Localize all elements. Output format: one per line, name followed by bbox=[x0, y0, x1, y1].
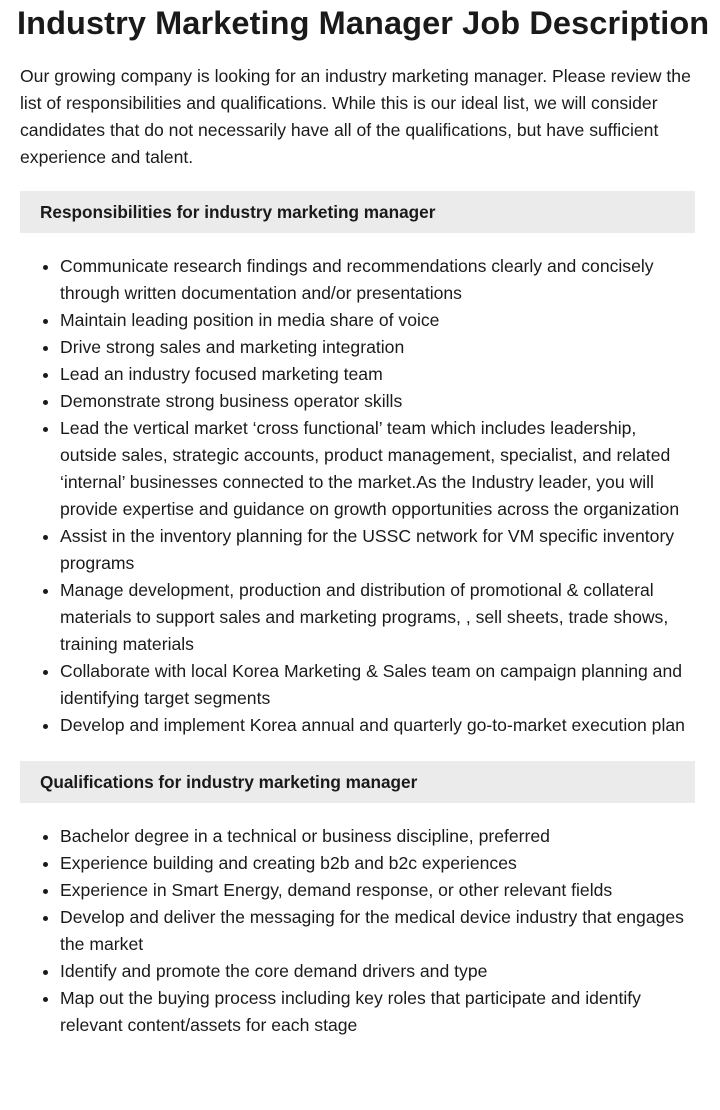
qualifications-heading: Qualifications for industry marketing manager bbox=[20, 761, 695, 803]
list-item: • Map out the buying process including key roles that participate and identify relevant content/assets for each stage bbox=[60, 985, 695, 1039]
qualifications-list bbox=[20, 823, 695, 1039]
list-item: • Bachelor degree in a technical or business discipline, preferred bbox=[60, 823, 695, 850]
list-item: • Communicate research findings and recommendations clearly and concisely through written documentation and/or presentations bbox=[60, 253, 695, 307]
list-item: • Identify and promote the core demand drivers and type bbox=[60, 958, 695, 985]
list-item: • Lead the vertical market ‘cross functional’ team which includes leadership, outside sales, strategic accounts, product management, specialist, and related ‘internal’ businesses connected to the market.As the Industry leader, you will provide expertise and guidance on growth opportunities across the organization bbox=[60, 415, 695, 523]
list-item: • Maintain leading position in media share of voice bbox=[60, 307, 695, 334]
list-item: • Experience in Smart Energy, demand response, or other relevant fields bbox=[60, 877, 695, 904]
responsibilities-heading: Responsibilities for industry marketing manager bbox=[20, 191, 695, 233]
list-item: • Demonstrate strong business operator skills bbox=[60, 388, 695, 415]
list-item: • Develop and deliver the messaging for the medical device industry that engages the market bbox=[60, 904, 695, 958]
list-item: • Manage development, production and distribution of promotional & collateral materials to support sales and marketing programs, , sell sheets, trade shows, training materials bbox=[60, 577, 695, 658]
list-item: • Lead an industry focused marketing team bbox=[60, 361, 695, 388]
list-item: • Assist in the inventory planning for the USSC network for VM specific inventory programs bbox=[60, 523, 695, 577]
list-item: • Develop and implement Korea annual and quarterly go-to-market execution plan bbox=[60, 712, 695, 739]
list-item: • Experience building and creating b2b and b2c experiences bbox=[60, 850, 695, 877]
intro-paragraph: Our growing company is looking for an industry marketing manager. Please review the list of responsibilities and qualifications. While this is our ideal list, we will consider candidates that do not necessarily have all of the qualifications, but have sufficient experience and talent. bbox=[20, 66, 691, 167]
list-item: • Collaborate with local Korea Marketing & Sales team on campaign planning and identifying target segments bbox=[60, 658, 695, 712]
responsibilities-list bbox=[20, 253, 695, 739]
page-title: Industry Marketing Manager Job Description bbox=[17, 5, 710, 41]
list-item: • Drive strong sales and marketing integration bbox=[60, 334, 695, 361]
